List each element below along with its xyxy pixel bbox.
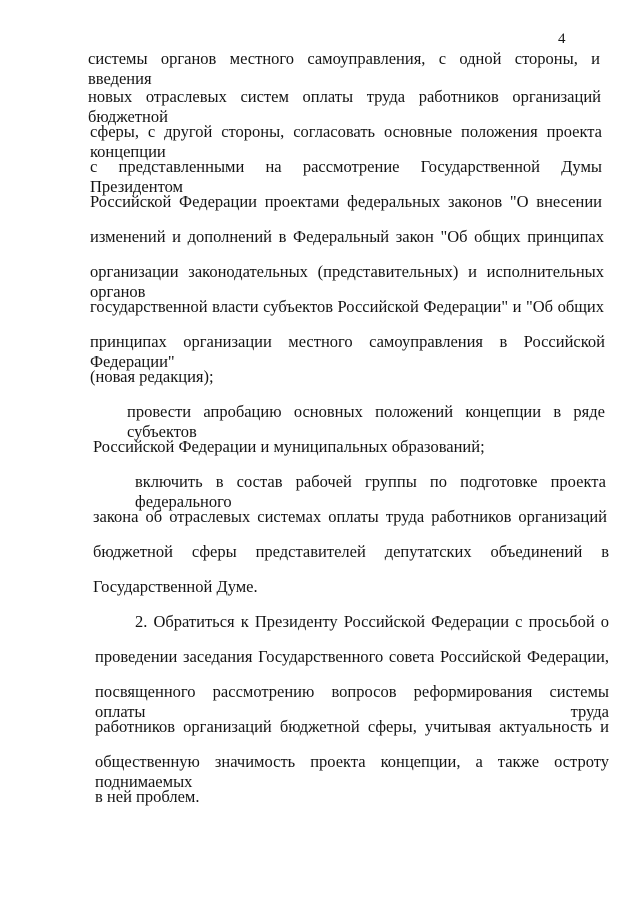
text-line: 2. Обратиться к Президенту Российской Федерации с просьбой о bbox=[135, 612, 609, 631]
text-line: изменений и дополнений в Федеральный закон "Об общих принципах bbox=[90, 227, 604, 246]
text-line: провести апробацию основных положений концепции в ряде субъектов bbox=[127, 402, 605, 441]
text-line: работников организаций бюджетной сферы, учитывая актуальность и bbox=[95, 717, 609, 736]
text-line: Российской Федерации и муниципальных образований; bbox=[93, 437, 485, 456]
text-line: с представленными на рассмотрение Государственной Думы Президентом bbox=[90, 157, 602, 196]
text-line: новых отраслевых систем оплаты труда работников организаций бюджетной bbox=[88, 87, 601, 126]
text-line: (новая редакция); bbox=[90, 367, 214, 386]
page-number: 4 bbox=[558, 31, 566, 47]
text-line: системы органов местного самоуправления, с одной стороны, и введения bbox=[88, 49, 600, 88]
text-line: бюджетной сферы представителей депутатских объединений в bbox=[93, 542, 609, 561]
text-line: сферы, с другой стороны, согласовать основные положения проекта концепции bbox=[90, 122, 602, 161]
text-line: включить в состав рабочей группы по подготовке проекта федерального bbox=[135, 472, 606, 511]
text-line: в ней проблем. bbox=[95, 787, 200, 806]
text-line: организации законодательных (представительных) и исполнительных органов bbox=[90, 262, 604, 301]
text-line: принципах организации местного самоуправления в Российской Федерации" bbox=[90, 332, 605, 371]
text-line: закона об отраслевых системах оплаты труда работников организаций bbox=[93, 507, 607, 526]
text-line: Российской Федерации проектами федеральных законов "О внесении bbox=[90, 192, 602, 211]
text-line: государственной власти субъектов Российской Федерации" и "Об общих bbox=[90, 297, 604, 316]
text-line: Государственной Думе. bbox=[93, 577, 258, 596]
text-line: посвященного рассмотрению вопросов реформирования системы оплаты труда bbox=[95, 682, 609, 721]
text-line: общественную значимость проекта концепции, а также остроту поднимаемых bbox=[95, 752, 609, 791]
text-line: проведении заседания Государственного совета Российской Федерации, bbox=[95, 647, 609, 666]
